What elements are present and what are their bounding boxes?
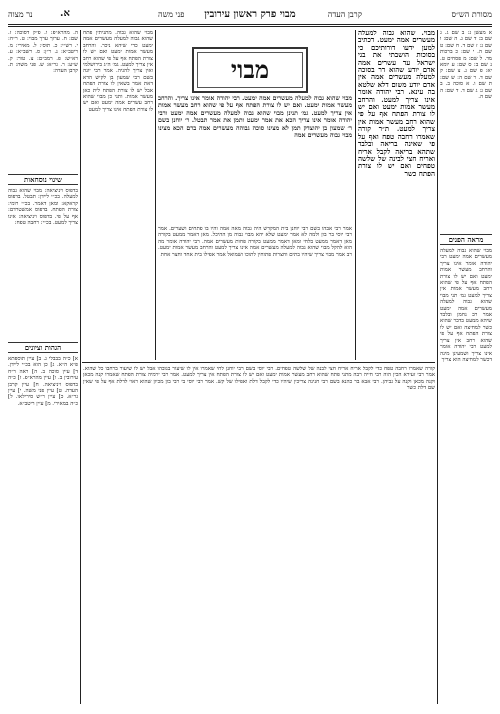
column-divider-right-inner: [355, 30, 356, 360]
column-divider-left-outer: [80, 30, 81, 704]
title-word: מבוי: [230, 55, 270, 84]
tractate-title-frame: [192, 47, 308, 93]
far-left-column-bottom: א] כ״ה בבבלי ג. ב] עיין תוספתא פ״א ה״א. ג] כן הוא בכ״י ליידן. ד] עיין סוכה ב. ה] ראה ר״ח עירובין ב. ו] עיין מהרא״פ. ז] כ״ה בדפוס ויניציאה. ח] עיין קרבן העדה. ט] עיין פני משה. י] עיין גר״א. כ] עיין ר״ש סירילאו. ל] כ״ה במאירי. מ] עיין ריטב״א.: [8, 356, 78, 407]
far-left-column-mid: בדפוס ויניציאה: מבוי שהוא גבוה למעלה. בכ״י ליידן: תבטל. בדפוס קראקא: ומאן דאמר. בכ״י רומי: צורת הפתח. בדפוס אמשטרדם: אף על פי. בדפוס ויניציאה: אינו צריך למעט. בכ״י: רחבה טפח:: [8, 188, 78, 227]
header-rule: [8, 24, 492, 25]
left-commentary-column: [83, 30, 153, 360]
header-rule-thin: [8, 26, 492, 27]
page-header: [8, 8, 492, 22]
right-commentary-text: מבוי. שהוא גבוה למעלה מעשרים אמה ימעט. דכתיב למען ידעו דורותיכם כי בסוכות הושבתי את בני ישראל עד עשרים אמה אדם יודע שהוא דר בסוכה למעלה מעשרים אמה אין אדם יודע משום דלא שלטא בה עינא. רבי יהודה אומר אינו צריך למעט. והרחב מעשר אמות ימעט ואם יש לו צורת הפתח אף על פי שהוא רחב מעשר אמות אין צריך למעט. ת״ר קורה שאמרו רחבה טפח ואף על פי שאינה בריאה ובלבד שתהא בריאה לקבל אריח ואריח חצי לבינה של שלשה טפחים ואם יש לו צורת הפתח כשר: [358, 30, 435, 178]
header-masoret-hashas: מסורת הש״ס: [451, 10, 492, 19]
header-chapter-title: מבוי פרק ראשון עירובין: [204, 9, 296, 20]
far-right-column-top: א מעשן ג: ב שם ג. ג שם ב: ד שם ג. ה שם: ו שם ג: ז שם ד. ח שם: ט שם ה. י שם: כ ברכות מד. ל שם: מ פסחים ט. נ שם ב: ס שם: ע יומא יא: פ שם ג. צ שם: ק שם ד. ר שם ה: ש שם: ת שם ו. א סוכה ב. ב שם ג: ג שם ד. ד שם: ה שם ה.: [440, 30, 492, 101]
header-ner-mitzva: נר מצוה: [8, 10, 33, 19]
center-gemara-text: אמר רבי אבהו בשם רבי יוחנן בית המקדש היה גבוה מאה אמה והיו בו פתחים ושערים. אמר רבי יוסי בר בון ולמה לא אמר ימעט שלא יהא מבוי גבוה מן ההיכל. מאן דאמר ממעט בקורה מאן דאמר ממעט בלחי ומאן דאמר ממעט בקורה פחות מעשרים אמה. רבי יהודה אומר מה הוא להקל מבוי שהוא גבוה למעלה מעשרים אמה אינו צריך למעט והרחב מעשר אמות ימעט. רב אמר מבוי צריך שיהיו בתים וחצרות פתוחין לתוכו ושמואל אמר אפילו בית אחד וחצר אחת: [158, 226, 352, 258]
middle-rule: [82, 362, 435, 363]
lower-wide-text: קורה שאמרו רחבה טפח כדי לקבל אריח אריח חצי לבנה של שלשה טפחים. רבי יוסי בשם רבי יוחנן לחי שאמרו אין לו שיעור בגובהו אבל יש לו שיעור ברחבו כל שהוא. אמר רבי זעירא הכין הוה רבי חייה רבה מתני פתח שהוא רחב מעשר אמות ימעט ואם יש לו צורת הפתח אין צריך למעט. אמר רבי ירמיה צורת הפתח שאמרו קנה מכאן וקנה מכאן וקנה על גביהן. רבי אבא בר כהנא בשם רבי חנינה צריכין שיהיו כדי לקבל דלת ואפילו של קש. אמר רבי יוסי בי רבי בון מכיון שהוא ראוי לדלת אף על פי שאין שם דלת כשר: [83, 366, 435, 392]
far-right-column-bottom: מבוי שהוא גבוה למעלה מעשרים אמה ימעט רבי יהודה אומר אינו צריך והרחב מעשר אמות ימעט ואם יש לו צורת הפתח אף על פי שהוא רחב מעשר אמות אין צריך למעט גמ׳ תני מבוי שהוא גבוה למעלה מעשרים אמה ימעט אמר רב נחמן ובלבד שיהא ממעט בדבר שהוא כשר למחיצה ואם יש לו צורת הפתח אף על פי שהוא רחב אין צריך למעט רבי יהודה אומר אינו צריך ושמעינן מינה דכשר למחיצה הוא צריך: [440, 248, 492, 363]
header-pnei-moshe: פני משה: [158, 10, 185, 19]
far-left-column-top: ה. מהרא״פ: ו. פ״ק דסוכה: ז. שם: ח. ערוך ערך מבוי: ט. ר״ח: י. רש״י: כ. תוס׳: ל. מאירי: מ. ריטב״א: נ. ר״ן: ס. רשב״א: ע. רא״ש: פ. רמב״ם: צ. טור: ק. ש״ע: ר. גר״א: ש. פני משה: ת. קרבן העדה:: [8, 30, 78, 75]
right-commentary-column: [358, 30, 435, 360]
column-divider-right-outer: [437, 30, 438, 704]
left-commentary-text: מבוי שהוא גבוה. מתניתין פתח שהוא גבוה למעלה מעשרים אמה ימעט כדי שיהא ניכר. והרחב מעשר אמות ימעט ואם יש לו צורת הפתח אף על פי שהוא רחב אין צריך למעט. גמ׳ ה״ג בירושלמי ואין צריך להגיה. אמר רבי יונה בשם רבי שמעון בן לקיש הדא דאת אמר בשאין לו צורת הפתח אבל יש לו צורת הפתח לית כאן מעשר אמות. ותני כן מבוי שהוא רחב עשרים אמה ימעט ואם יש לו צורת הפתח אינו צריך למעט: [83, 30, 153, 113]
center-text-above-title: [158, 30, 352, 45]
section-head-shinui-nuschaot: שינוי נוסחאות: [8, 174, 78, 185]
section-head-hagahot: הגהות וציונים: [8, 342, 78, 353]
section-head-mareh-hapanim: מראה הפנים: [440, 234, 492, 245]
header-korban-haeda: קרבן העדה: [327, 10, 362, 19]
center-mishnah-text: מבוי שהוא גבוה למעלה מעשרים אמה ימעט. רבי יהודה אומר אינו צריך. והרחב מעשר אמות ימעט. ואם יש לו צורת הפתח אף על פי שהוא רחב מעשר אמות אין צריך למעט. גמ׳ תנינן מבוי שהוא גבוה למעלה מעשרים אמה ימעט ורבי יהודה אומר אינו צריך הכא את אמר ימעט ותמן את אמר תבטל. ר׳ יוחנן בשם ר׳ שמעון בן יהוצדק תמן לא מצינו סוכה גבוהה מעשרים אמה ברם הכא מצינו מבוי גבוה מעשרים אמה: [158, 95, 352, 140]
page-folio-letter: א.: [60, 8, 70, 19]
column-divider-left-inner: [155, 30, 156, 360]
